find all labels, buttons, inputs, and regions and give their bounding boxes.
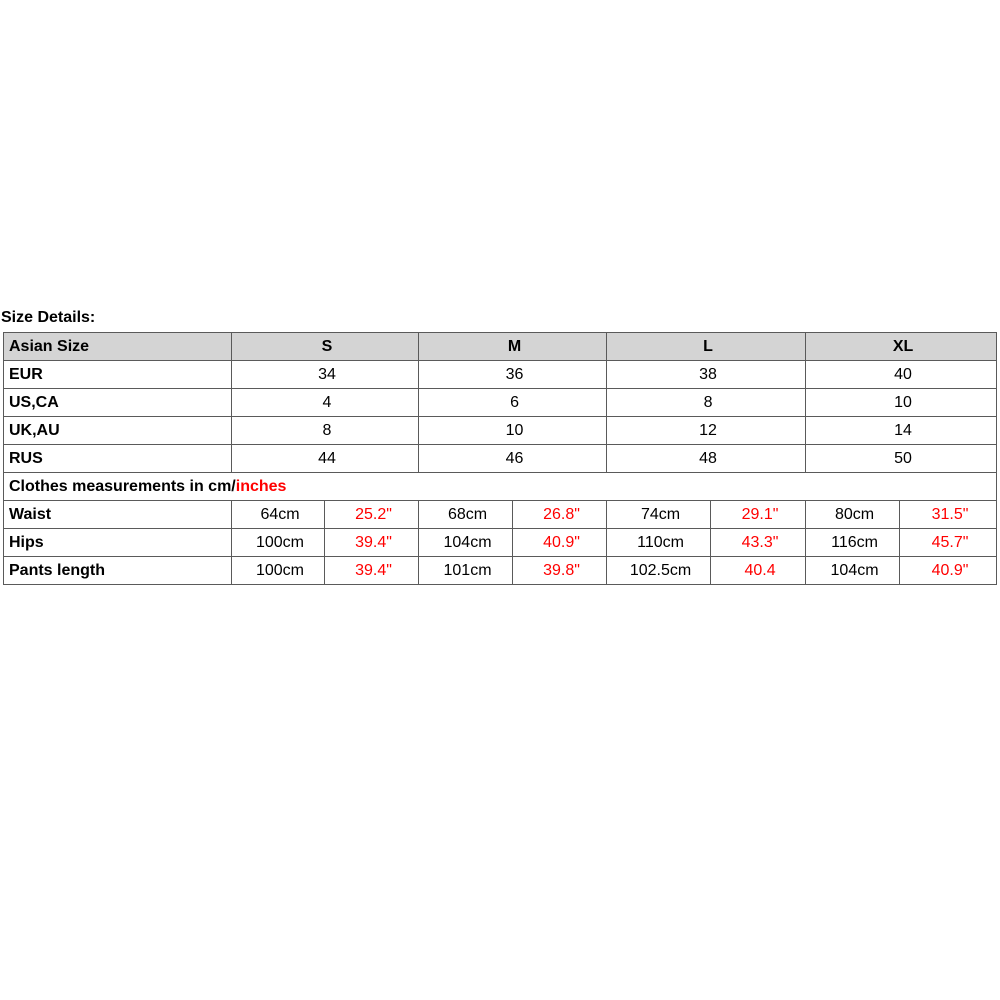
size-value: 40 [806,361,997,389]
inch-value: 29.1" [711,501,806,529]
header-label: Asian Size [4,333,232,361]
header-row [4,333,997,361]
size-chart-table [3,332,997,585]
size-header-s: S [232,333,419,361]
inch-value: 26.8" [513,501,607,529]
size-header-l: L [607,333,806,361]
cm-value: 74cm [607,501,711,529]
size-value: 38 [607,361,806,389]
size-value: 44 [232,445,419,473]
table-row [4,501,997,529]
row-label: UK,AU [4,417,232,445]
cm-value: 64cm [232,501,325,529]
measurement-header-cm: Clothes measurements in cm/ [9,477,236,495]
size-value: 14 [806,417,997,445]
size-value: 48 [607,445,806,473]
size-value: 34 [232,361,419,389]
cm-value: 104cm [806,557,900,585]
cm-value: 116cm [806,529,900,557]
size-value: 10 [419,417,607,445]
inch-value: 43.3" [711,529,806,557]
cm-value: 100cm [232,557,325,585]
measurement-header-inches: inches [235,477,287,495]
row-label: Hips [4,529,232,557]
row-label: Waist [4,501,232,529]
size-value: 46 [419,445,607,473]
page-title: Size Details: [1,309,96,326]
row-label: EUR [4,361,232,389]
cm-value: 110cm [607,529,711,557]
measurement-header [4,473,997,501]
size-value: 8 [607,389,806,417]
size-value: 8 [232,417,419,445]
size-value: 4 [232,389,419,417]
row-label: US,CA [4,389,232,417]
size-value: 36 [419,361,607,389]
size-value: 50 [806,445,997,473]
inch-value: 39.4" [325,557,419,585]
table-row [4,557,997,585]
size-value: 10 [806,389,997,417]
measurement-header-row [4,473,997,501]
size-value: 6 [419,389,607,417]
inch-value: 39.4" [325,529,419,557]
size-value: 12 [607,417,806,445]
cm-value: 68cm [419,501,513,529]
table-row [4,361,997,389]
cm-value: 100cm [232,529,325,557]
table-row [4,445,997,473]
inch-value: 40.9" [513,529,607,557]
cm-value: 80cm [806,501,900,529]
size-header-xl: XL [806,333,997,361]
inch-value: 45.7" [900,529,997,557]
table-row [4,529,997,557]
size-header-m: M [419,333,607,361]
inch-value: 25.2" [325,501,419,529]
table-row [4,389,997,417]
table-row [4,417,997,445]
row-label: Pants length [4,557,232,585]
row-label: RUS [4,445,232,473]
inch-value: 40.4 [711,557,806,585]
inch-value: 40.9" [900,557,997,585]
cm-value: 102.5cm [607,557,711,585]
cm-value: 101cm [419,557,513,585]
cm-value: 104cm [419,529,513,557]
inch-value: 31.5" [900,501,997,529]
inch-value: 39.8" [513,557,607,585]
